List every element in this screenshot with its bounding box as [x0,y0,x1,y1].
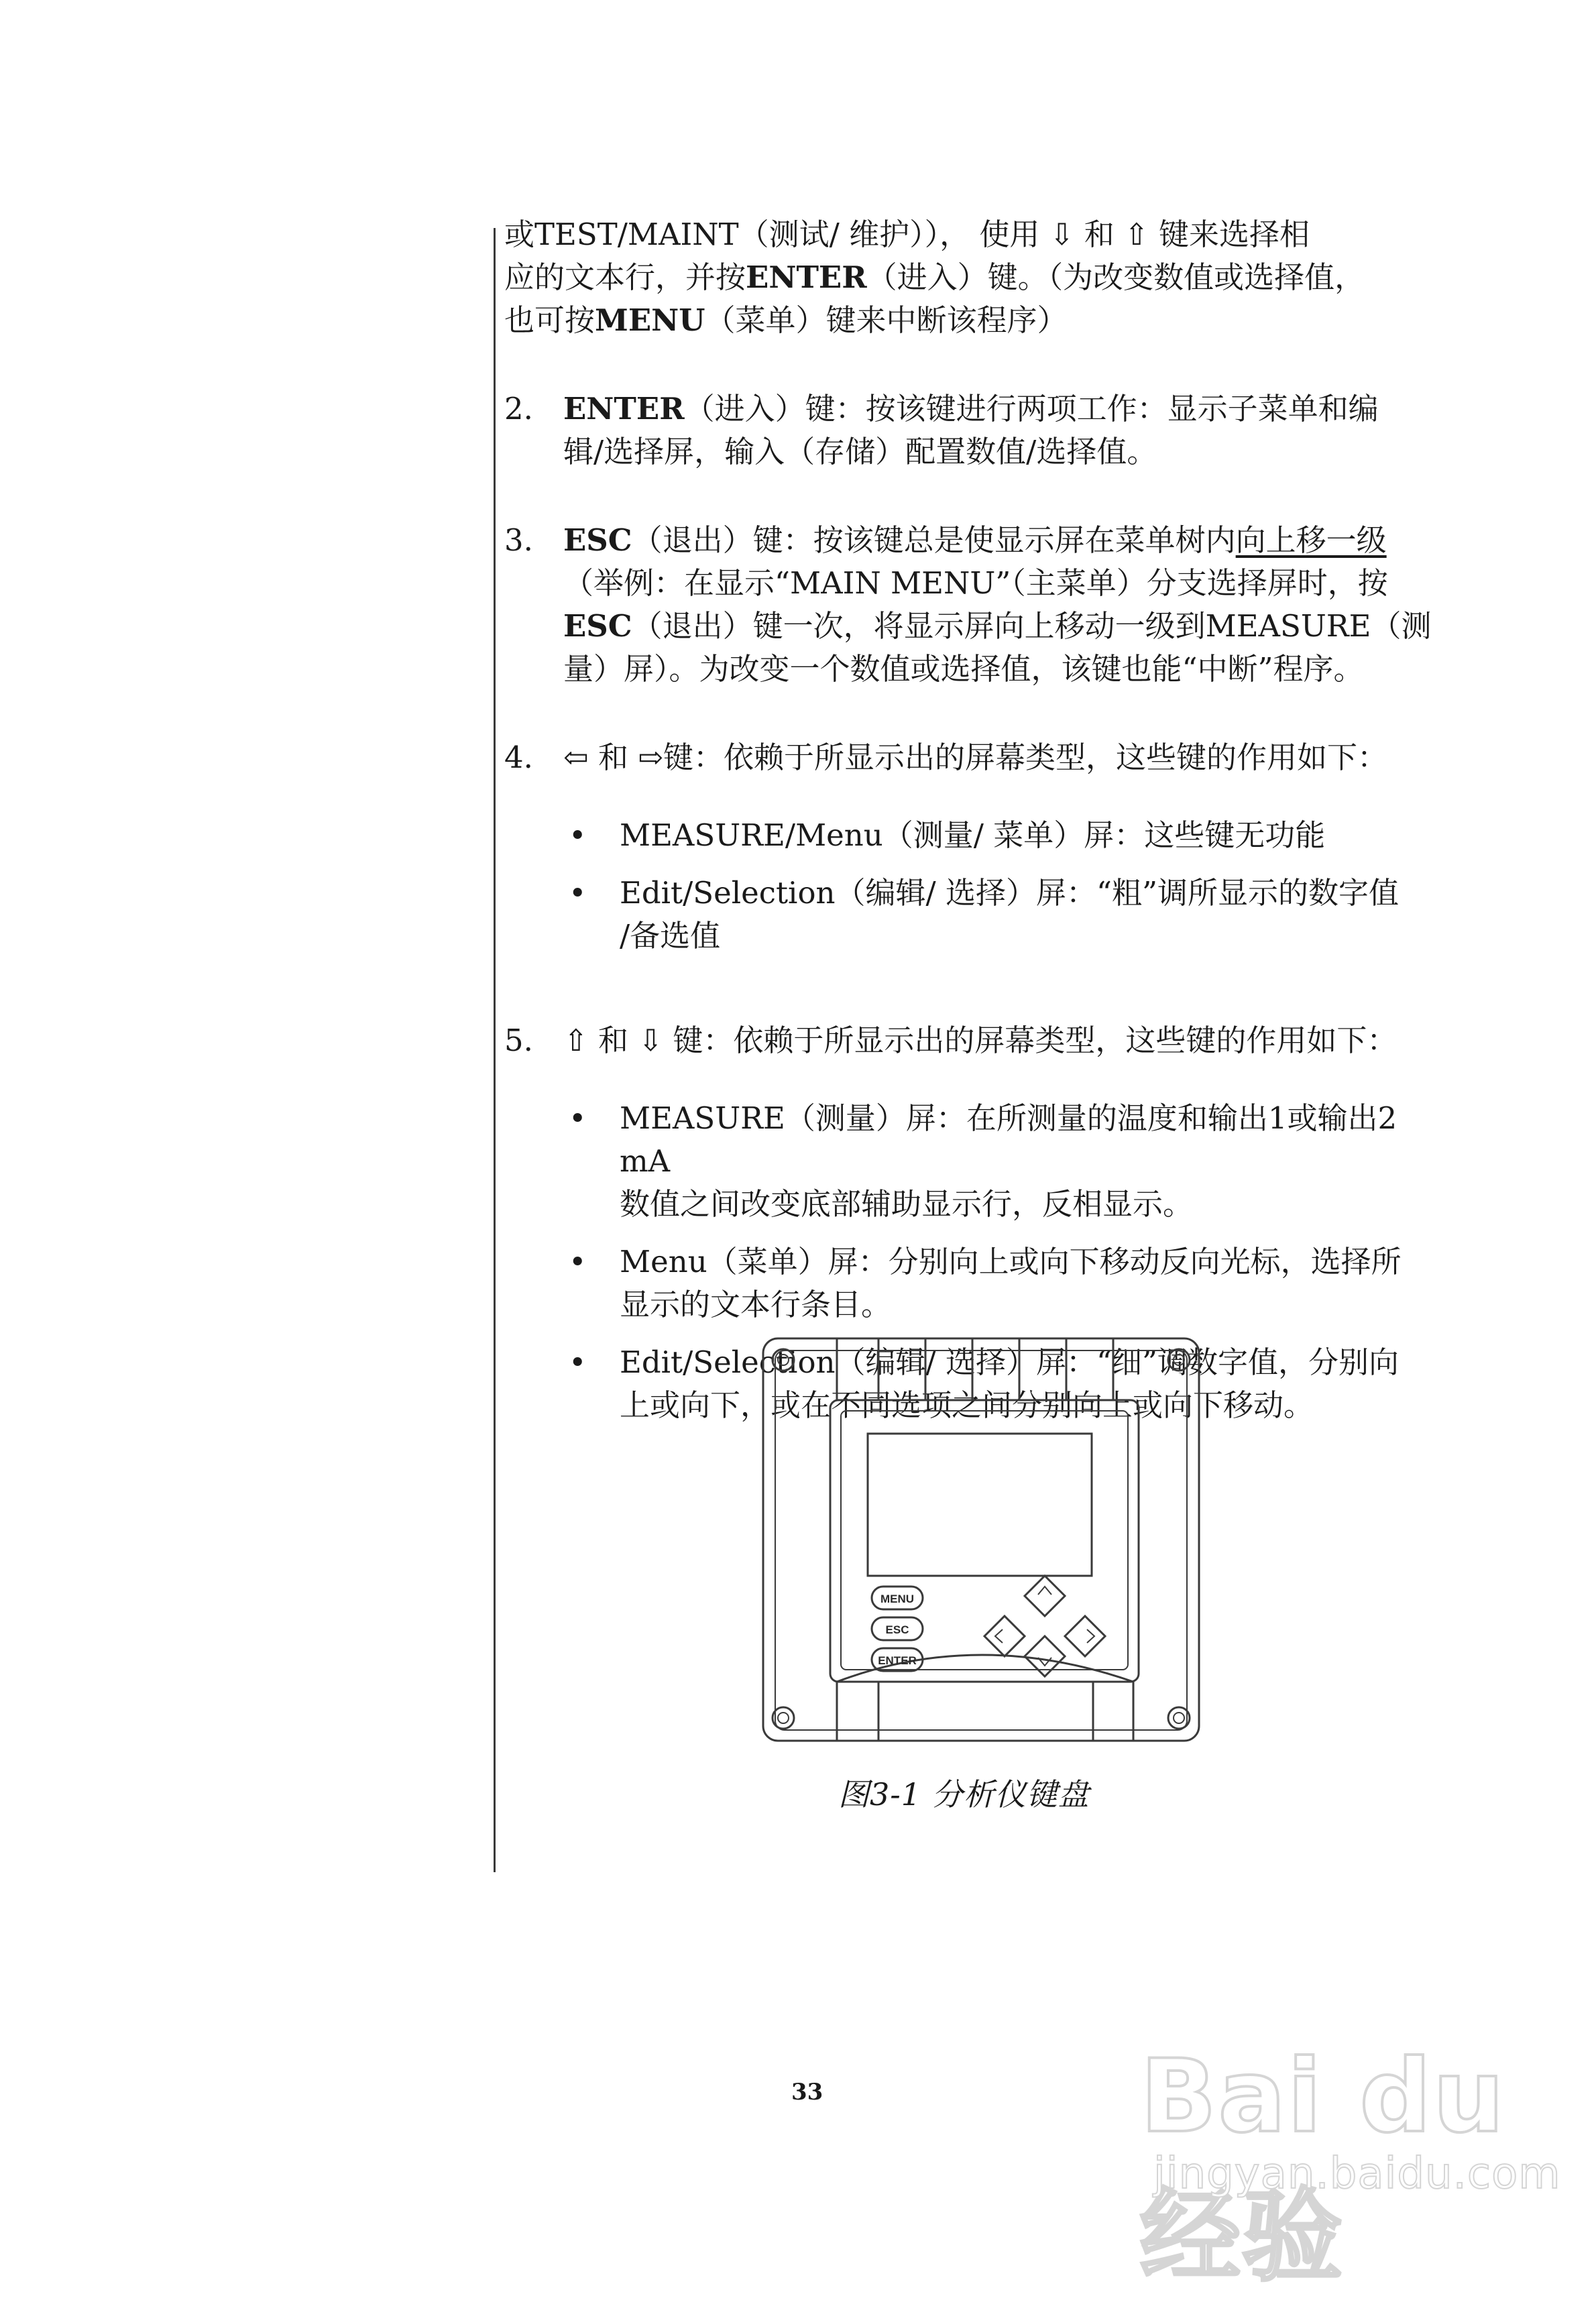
up-key [1025,1576,1065,1616]
right-key [1065,1616,1105,1656]
list-item-5: 5. ⇧ 和 ⇩ 键：依赖于所显示出的屏幕类型，这些键的作用如下： [504,1019,1443,1062]
list-item-4: 4. ⇦ 和 ⇨键：依赖于所显示出的屏幕类型，这些键的作用如下： [504,736,1443,779]
bullet-marker: • [569,1344,587,1380]
left-key [984,1616,1025,1656]
esc-key-ref: ESC [563,608,632,644]
body-text [504,213,1443,1427]
esc-key-ref: ESC [563,522,632,558]
menu-key-label: MENU [880,1593,915,1605]
bullet-item: • MEASURE/Menu（测量/ 菜单）屏：这些键无功能 [504,814,1443,857]
item-number: 2. [504,391,533,426]
item-number: 4. [504,740,533,775]
enclosure-inner [775,1350,1187,1730]
corner-screws [773,1349,1190,1729]
underlined-phrase: 向上移一级 [1235,522,1387,558]
enter-key-ref: ENTER [746,260,867,295]
list-item-2: 2. ENTER（进入）键：按该键进行两项工作：显示子菜单和编 辑/选择屏，输入（存储）配置数值/选择值。 [504,388,1443,473]
bullet-item: • Edit/Selection（编辑/ 选择）屏：“细”调数字值，分别向 上或向下，或在不同选项之间分别向上或向下移动。 [504,1341,1443,1427]
bullet-item: • Edit/Selection（编辑/ 选择）屏：“粗”调所显示的数字值 /备选值 [504,872,1443,958]
intro-paragraph: 或TEST/MAINT（测试/ 维护））， 使用 ⇩ 和 ⇧ 键来选择相 应的文本行，并按ENTER（进入）键。（为改变数值或选择值， 也可按MENU（菜单）键来中断该程序） [504,217,1365,338]
item-number: 3. [504,522,533,558]
watermark-url: jingyan.baidu.com [1153,2149,1561,2199]
bullet-item: • MEASURE（测量）屏：在所测量的温度和输出1或输出2 mA 数值之间改变底部辅助显示行，反相显示。 [504,1097,1443,1226]
esc-key-label: ESC [885,1623,909,1636]
item-number: 5. [504,1023,533,1058]
arrow-pad [984,1576,1105,1676]
baidu-watermark [1140,2012,1561,2295]
bullet-marker: • [569,1244,587,1279]
bullet-item: • Menu（菜单）屏：分别向上或向下移动反向光标，选择所 显示的文本行条目。 [504,1241,1443,1326]
margin-rule [494,228,496,1872]
menu-key-ref: MENU [595,302,705,338]
figure-caption: 图3-1 分析仪键盘 [838,1776,1090,1813]
list-item-3: 3. ESC（退出）键：按该键总是使显示屏在菜单树内向上移一级 （举例：在显示“MAIN MENU”（主菜单）分支选择屏时，按 ESC（退出）键一次，将显示屏向上移动一级到MEASURE（测 量）屏）。为改变一个数值或选择值，该键也能“中断”程序。 [504,519,1443,691]
bullet-marker: • [569,1100,587,1136]
bullet-marker: • [569,817,587,853]
page-number: 33 [791,2079,823,2106]
bullet-marker: • [569,875,587,911]
display-window [868,1434,1092,1576]
enter-key-ref: ENTER [563,391,685,426]
watermark-logo-text: Bai du 经验 [1140,2038,1506,2295]
enter-key-label: ENTER [878,1654,917,1667]
analyzer-keypad-figure [758,1333,1204,1749]
intro-line-1: 或TEST/MAINT（测试/ 维护））， 使用 ⇩ 和 ⇧ 键来选择相 [504,217,1310,252]
vent-slots [837,1338,1133,1741]
